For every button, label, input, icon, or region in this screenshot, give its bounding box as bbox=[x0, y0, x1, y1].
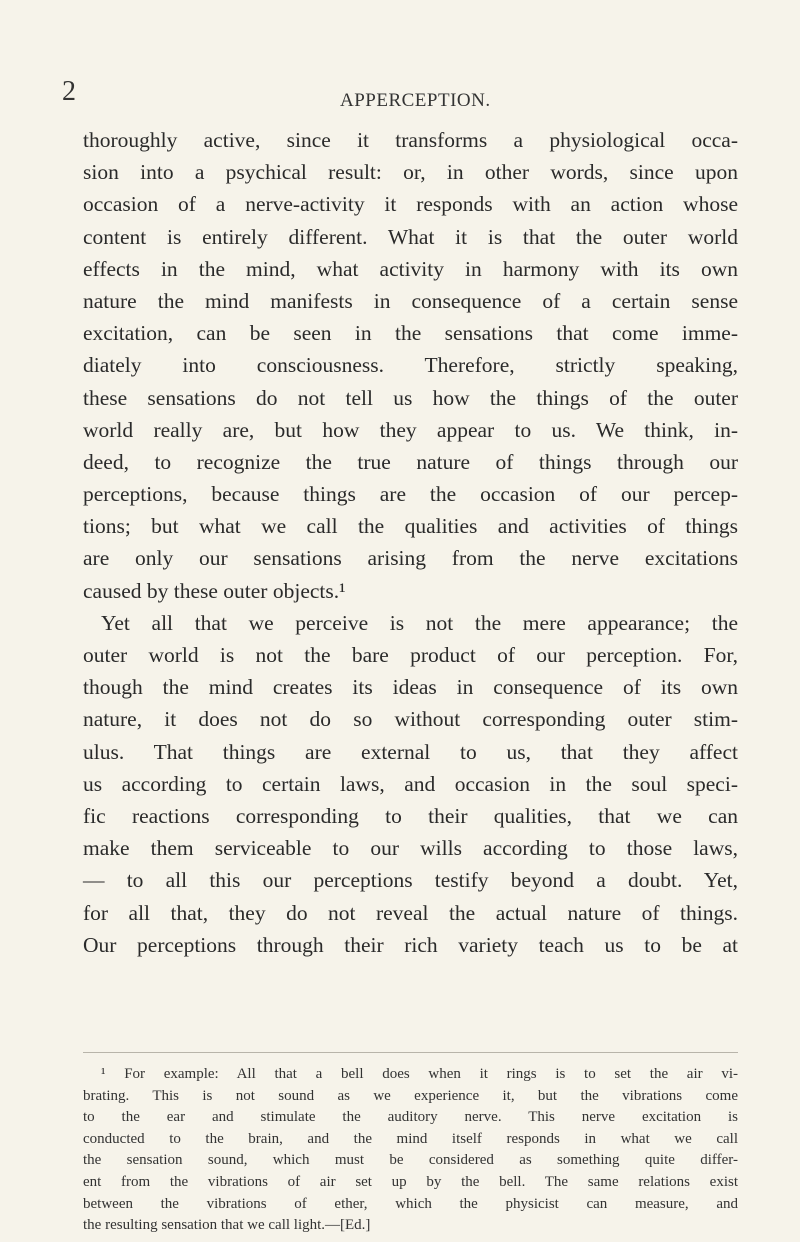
body-line: deed, to recognize the true nature of things through our bbox=[83, 449, 738, 474]
body-line: tions; but what we call the qualities and activities of things bbox=[83, 514, 738, 539]
page-number: 2 bbox=[62, 76, 76, 107]
body-line: Yet all that we perceive is not the mere appearance; the bbox=[101, 610, 738, 635]
footnote bbox=[83, 1064, 738, 1237]
body-line: occasion of a nerve-activity it responds with an action whose bbox=[83, 192, 738, 217]
body-line: sion into a psychical result: or, in other words, since upon bbox=[83, 160, 738, 185]
footnote-line: between the vibrations of ether, which the physicist can measure, and bbox=[83, 1195, 738, 1212]
body-line: nature the mind manifests in consequence of a certain sense bbox=[83, 288, 738, 313]
footnote-line: to the ear and stimulate the auditory nerve. This nerve excitation is bbox=[83, 1109, 738, 1126]
body-line: effects in the mind, what activity in harmony with its own bbox=[83, 256, 738, 281]
body-line: content is entirely different. What it is that the outer world bbox=[83, 224, 738, 249]
footnote-divider bbox=[83, 1052, 738, 1053]
body-line: for all that, they do not reveal the actual nature of things. bbox=[83, 900, 738, 925]
footnote-line: the sensation sound, which must be considered as something quite differ- bbox=[83, 1152, 738, 1169]
body-line: world really are, but how they appear to us. We think, in- bbox=[83, 417, 738, 442]
body-line: us according to certain laws, and occasion in the soul speci- bbox=[83, 771, 738, 796]
body-line: diately into consciousness. Therefore, strictly speaking, bbox=[83, 353, 738, 378]
body-line: Our perceptions through their rich variety teach us to be at bbox=[83, 932, 738, 957]
footnote-line: the resulting sensation that we call light.—[Ed.] bbox=[83, 1217, 371, 1234]
body-line: excitation, can be seen in the sensations that come imme- bbox=[83, 321, 738, 346]
body-line: are only our sensations arising from the nerve excitations bbox=[83, 546, 738, 571]
body-line: these sensations do not tell us how the things of the outer bbox=[83, 385, 738, 410]
body-line: caused by these outer objects.¹ bbox=[83, 578, 346, 603]
body-line: — to all this our perceptions testify beyond a doubt. Yet, bbox=[83, 868, 738, 893]
footnote-line: ¹ For example: All that a bell does when it rings is to set the air vi- bbox=[101, 1066, 738, 1082]
body-text bbox=[83, 124, 738, 961]
body-line: ulus. That things are external to us, that they affect bbox=[83, 739, 738, 764]
footnote-line: brating. This is not sound as we experience it, but the vibrations come bbox=[83, 1087, 738, 1104]
body-line: outer world is not the bare product of our perception. For, bbox=[83, 643, 738, 667]
body-line: fic reactions corresponding to their qualities, that we can bbox=[83, 803, 738, 828]
body-line: make them serviceable to our wills according to those laws, bbox=[83, 836, 738, 861]
body-line: thoroughly active, since it transforms a physiological occa- bbox=[83, 128, 738, 152]
body-line: though the mind creates its ideas in consequence of its own bbox=[83, 675, 738, 700]
footnote-line: ent from the vibrations of air set up by the bell. The same relations exist bbox=[83, 1173, 738, 1190]
body-line: nature, it does not do so without corresponding outer stim- bbox=[83, 707, 738, 732]
running-head: APPERCEPTION. bbox=[340, 90, 491, 111]
body-line: perceptions, because things are the occasion of our percep- bbox=[83, 482, 738, 507]
footnote-line: conducted to the brain, and the mind itself responds in what we call bbox=[83, 1130, 738, 1147]
